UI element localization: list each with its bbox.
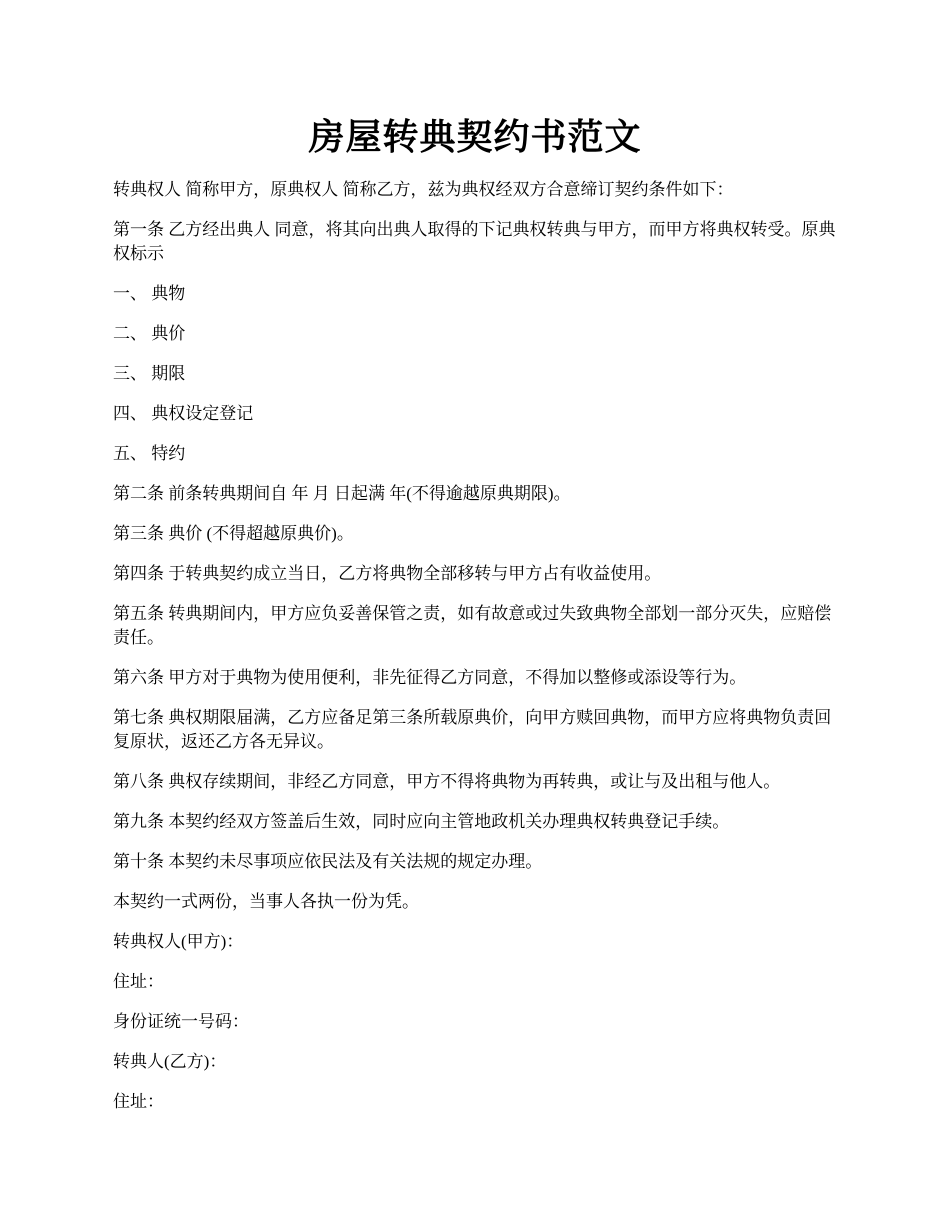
list-item-2: 二、 典价	[113, 324, 186, 343]
party-b-address-label: 住址：	[113, 1092, 164, 1111]
article-8-paragraph: 第八条 典权存续期间，非经乙方同意，甲方不得将典物为再转典，或让与及出租与他人。	[113, 772, 781, 791]
party-b-label: 转典人(乙方)：	[113, 1052, 227, 1071]
article-7-paragraph: 第七条 典权期限届满，乙方应备足第三条所载原典价，向甲方赎回典物，而甲方应将典物负责回复原状，返还乙方各无异议。	[113, 708, 832, 751]
party-a-id-label: 身份证统一号码：	[113, 1012, 249, 1031]
article-4-paragraph: 第四条 于转典契约成立当日，乙方将典物全部移转与甲方占有收益使用。	[113, 564, 662, 583]
article-1-paragraph: 第一条 乙方经出典人 同意，将其向出典人取得的下记典权转典与甲方，而甲方将典权转受。原典权标示	[113, 220, 836, 263]
article-9-paragraph: 第九条 本契约经双方签盖后生效，同时应向主管地政机关办理典权转典登记手续。	[113, 812, 730, 831]
article-2-paragraph: 第二条 前条转典期间自 年 月 日起满 年(不得逾越原典期限)。	[113, 484, 571, 503]
list-item-1: 一、 典物	[113, 284, 186, 303]
party-a-address-label: 住址：	[113, 972, 164, 991]
list-item-5: 五、 特约	[113, 444, 186, 463]
list-item-3: 三、 期限	[113, 364, 186, 383]
document-body	[113, 178, 841, 1130]
document-title: 房屋转典契约书范文	[308, 117, 642, 157]
article-10-paragraph: 第十条 本契约未尽事项应依民法及有关法规的规定办理。	[113, 852, 543, 871]
article-6-paragraph: 第六条 甲方对于典物为使用便利，非先征得乙方同意，不得加以整修或添设等行为。	[113, 668, 747, 687]
party-a-label: 转典权人(甲方)：	[113, 932, 244, 951]
article-3-paragraph: 第三条 典价 (不得超越原典价)。	[113, 524, 354, 543]
preamble-paragraph: 转典权人 简称甲方，原典权人 简称乙方，兹为典权经双方合意缔订契约条件如下：	[113, 180, 734, 199]
list-item-4: 四、 典权设定登记	[113, 404, 254, 423]
copies-statement: 本契约一式两份，当事人各执一份为凭。	[113, 892, 419, 911]
article-5-paragraph: 第五条 转典期间内，甲方应负妥善保管之责，如有故意或过失致典物全部划一部分灭失，应赔偿责任。	[113, 604, 832, 647]
